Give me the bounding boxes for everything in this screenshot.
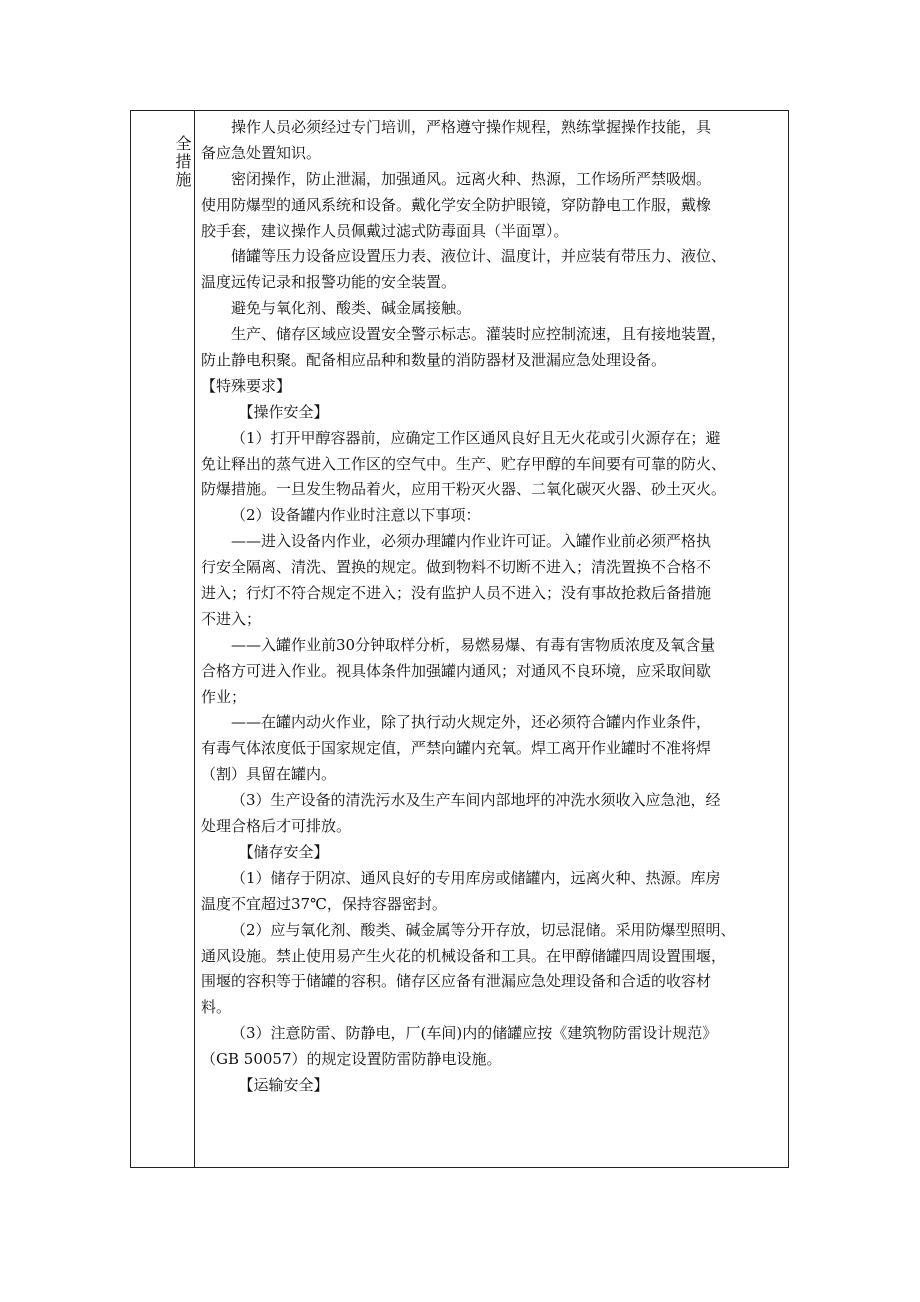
content-cell [195, 111, 788, 1167]
text-line: 合格方可进入作业。视具体条件加强罐内通风；对通风不良环境，应采取间歇 [201, 661, 712, 680]
text-line: 防爆措施。一旦发生物品着火，应用干粉灭火器、二氧化碳灭火器、砂土灭火。 [201, 480, 727, 499]
text-line: ——在罐内动火作业，除了执行动火规定外，还必须符合罐内作业条件， [231, 713, 712, 732]
text-line: 【特殊要求】 [201, 376, 292, 395]
text-line: 行安全隔离、清洗、置换的规定。做到物料不切断不进入；清洗置换不合格不 [201, 558, 712, 577]
text-line: （3）生产设备的清洗污水及生产车间内部地坪的冲洗水须收入应急池，经 [231, 791, 721, 810]
text-line: ——入罐作业前30分钟取样分析，易燃易爆、有毒有害物质浓度及氧含量 [231, 635, 716, 654]
text-line: 有毒气体浓度低于国家规定值，严禁向罐内充氧。焊工离开作业罐时不准将焊 [201, 739, 712, 758]
text-line: 密闭操作，防止泄漏，加强通风。远离火种、热源，工作场所严禁吸烟。 [231, 169, 712, 188]
category-cell [131, 111, 195, 1167]
text-line: 防止静电积聚。配备相应品种和数量的消防器材及泄漏应急处理设备。 [201, 351, 667, 370]
text-line: 处理合格后才可排放。 [201, 817, 352, 836]
text-line: 进入；行灯不符合规定不进入；没有监护人员不进入；没有事故抢救后备措施 [201, 584, 712, 603]
text-line: 温度远传记录和报警功能的安全装置。 [201, 273, 457, 292]
text-line: （GB 50057）的规定设置防雷防静电设施。 [201, 1050, 502, 1069]
text-line: 备应急处置知识。 [201, 143, 322, 162]
text-line: 胶手套，建议操作人员佩戴过滤式防毒面具（半面罩）。 [201, 221, 569, 240]
text-line: 免让释出的蒸气进入工作区的空气中。生产、贮存甲醇的车间要有可靠的防火、 [201, 454, 727, 473]
text-line: 围堰的容积等于储罐的容积。储存区应备有泄漏应急处理设备和合适的收容材 [201, 972, 712, 991]
text-line: （1）打开甲醇容器前，应确定工作区通风良好且无火花或引火源存在；避 [231, 428, 721, 447]
category-label: 全措施 [173, 135, 192, 189]
text-line: （2）设备罐内作业时注意以下事项： [231, 506, 481, 525]
text-line: 不进入； [201, 609, 262, 628]
text-line: 料。 [201, 998, 232, 1017]
text-line: 生产、储存区域应设置安全警示标志。灌装时应控制流速，且有接地装置， [231, 325, 727, 344]
text-line: （1）储存于阴凉、通风良好的专用库房或储罐内，远离火种、热源。库房 [231, 868, 721, 887]
text-line: 【操作安全】 [238, 402, 329, 421]
text-line: 避免与氧化剂、酸类、碱金属接触。 [231, 299, 472, 318]
text-line: （2）应与氧化剂、酸类、碱金属等分开存放，切忌混储。采用防爆型照明、 [231, 920, 736, 939]
text-line: 【储存安全】 [238, 842, 329, 861]
text-line: 【运输安全】 [238, 1075, 329, 1094]
text-line: 作业； [201, 687, 247, 706]
text-line: （3）注意防雷、防静电，厂(车间)内的储罐应按《建筑物防雷设计规范》 [231, 1024, 718, 1043]
text-line: 操作人员必须经过专门培训，严格遵守操作规程，熟练掌握操作技能，具 [231, 118, 712, 136]
text-line: 储罐等压力设备应设置压力表、液位计、温度计，并应装有带压力、液位、 [231, 247, 727, 266]
text-line: （割）具留在罐内。 [201, 765, 337, 784]
text-line: 通风设施。禁止使用易产生火花的机械设备和工具。在甲醇储罐四周设置围堰， [201, 946, 727, 965]
text-line: ——进入设备内作业，必须办理罐内作业许可证。入罐作业前必须严格执 [231, 532, 712, 551]
text-line: 温度不宜超过37℃，保持容器密封。 [201, 894, 447, 913]
safety-measures-table [130, 110, 789, 1168]
text-line: 使用防爆型的通风系统和设备。戴化学安全防护眼镜，穿防静电工作服，戴橡 [201, 195, 712, 214]
